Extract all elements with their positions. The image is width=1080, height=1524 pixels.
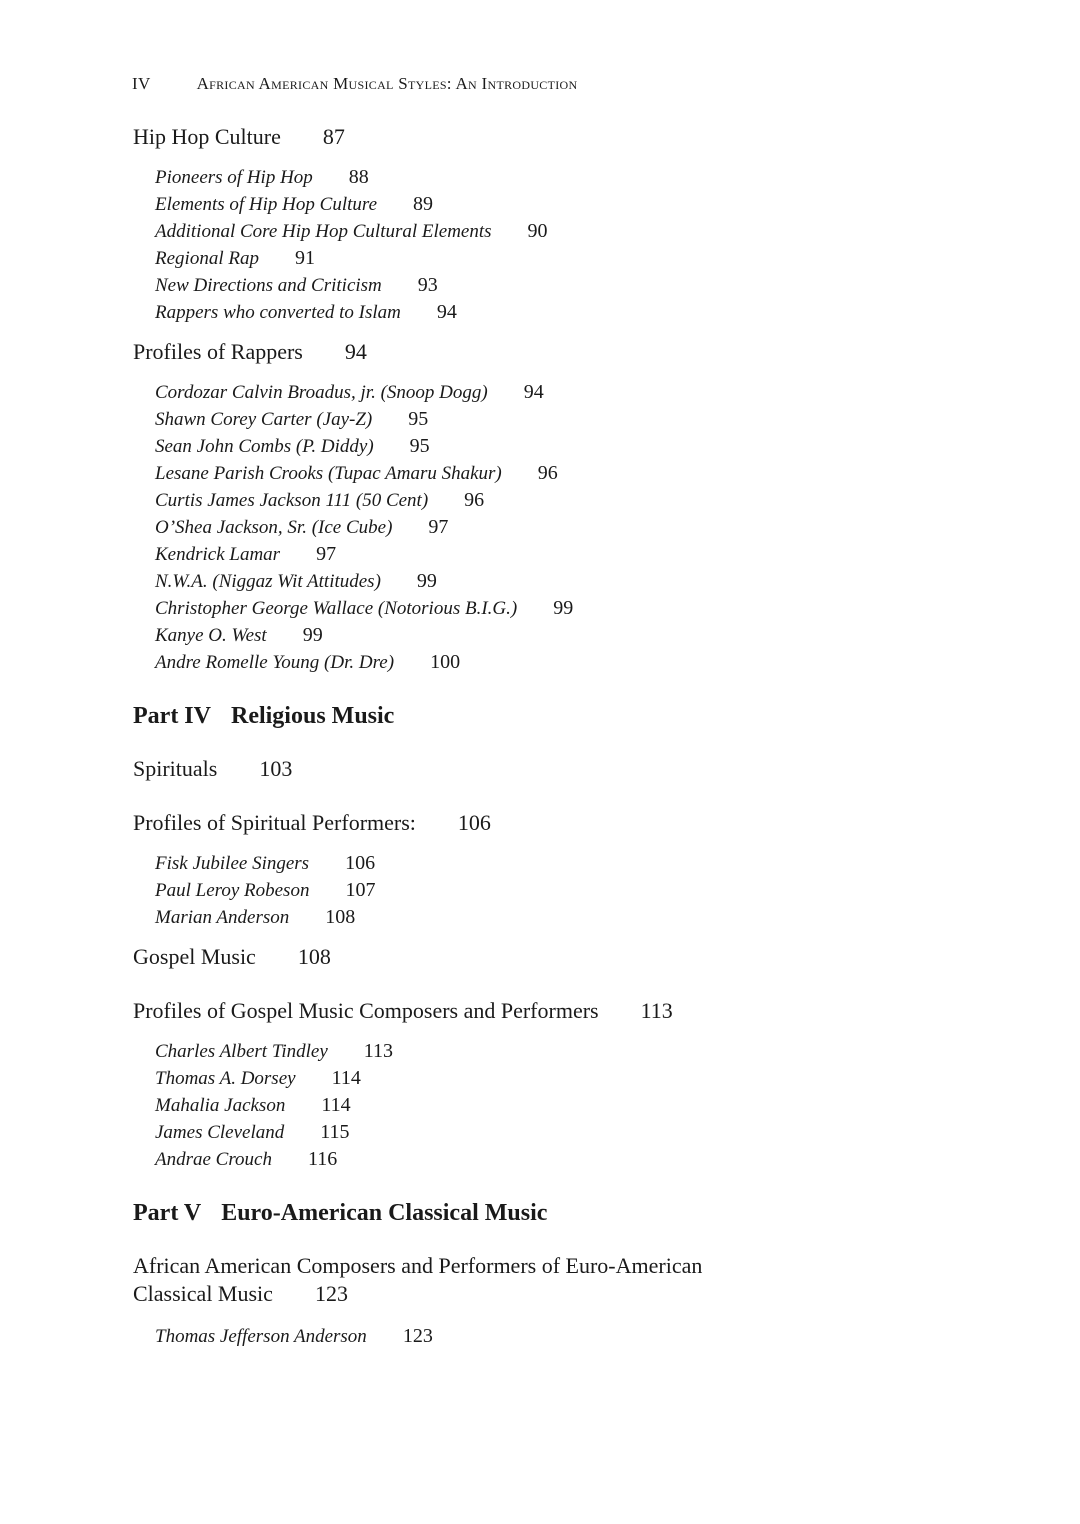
toc-entry-title: Andre Romelle Young (Dr. Dre) bbox=[155, 652, 395, 673]
toc-entry-title: Andrae Crouch bbox=[155, 1149, 272, 1170]
toc-page-number: 90 bbox=[527, 220, 548, 242]
toc-entry-title: Paul Leroy Robeson bbox=[155, 880, 310, 901]
toc-page-number: 100 bbox=[430, 651, 461, 673]
toc-entry bbox=[155, 1121, 350, 1144]
toc-page-number: 114 bbox=[321, 1094, 351, 1116]
toc-page-number: 108 bbox=[297, 944, 331, 969]
toc-page-number: 97 bbox=[316, 543, 337, 565]
toc-section-hip-hop-culture bbox=[133, 124, 345, 150]
toc-section-title: Profiles of Gospel Music Composers and Performers bbox=[133, 998, 599, 1023]
toc-section-title: Classical Music bbox=[133, 1281, 273, 1306]
toc-entry-title: Shawn Corey Carter (Jay-Z) bbox=[155, 409, 373, 430]
toc-entry bbox=[155, 1067, 361, 1090]
toc-section-title: Profiles of Spiritual Performers: bbox=[133, 810, 416, 835]
toc-page-number: 123 bbox=[402, 1325, 433, 1347]
toc-entry-title: Curtis James Jackson 111 (50 Cent) bbox=[155, 490, 429, 511]
toc-page-number: 107 bbox=[345, 879, 376, 901]
page-number: IV bbox=[132, 74, 151, 93]
toc-entry-title: Additional Core Hip Hop Cultural Elements bbox=[155, 221, 492, 242]
toc-page-number: 114 bbox=[331, 1067, 361, 1089]
toc-entry bbox=[155, 408, 428, 431]
toc-entry bbox=[155, 906, 355, 929]
toc-section-title: Hip Hop Culture bbox=[133, 124, 281, 149]
toc-entry bbox=[155, 274, 438, 297]
toc-entry bbox=[155, 247, 315, 270]
toc-page-number: 99 bbox=[553, 597, 574, 619]
toc-entry bbox=[155, 220, 548, 243]
part-heading-iv bbox=[133, 703, 394, 730]
toc-section-gospel-music bbox=[133, 944, 331, 970]
toc-entry-title: O’Shea Jackson, Sr. (Ice Cube) bbox=[155, 517, 393, 538]
toc-entry-title: Thomas A. Dorsey bbox=[155, 1068, 296, 1089]
part-title: Euro-American Classical Music bbox=[221, 1200, 548, 1226]
toc-page-number: 116 bbox=[307, 1148, 338, 1170]
toc-page-number: 93 bbox=[417, 274, 438, 296]
toc-entry bbox=[155, 489, 484, 512]
toc-entry bbox=[155, 1040, 393, 1063]
toc-page-number: 88 bbox=[348, 166, 369, 188]
toc-page-number: 95 bbox=[409, 435, 430, 457]
book-title: African American Musical Styles: An Introduction bbox=[196, 74, 578, 93]
toc-entry bbox=[155, 879, 375, 902]
toc-section-title: Profiles of Rappers bbox=[133, 339, 303, 364]
toc-entry bbox=[155, 1325, 433, 1348]
toc-entry bbox=[155, 597, 573, 620]
toc-entry bbox=[155, 570, 437, 593]
toc-section-classical-line1 bbox=[133, 1253, 702, 1279]
toc-entry bbox=[155, 516, 448, 539]
toc-page-number: 96 bbox=[537, 462, 558, 484]
toc-page-number: 91 bbox=[294, 247, 315, 269]
toc-section-spirituals bbox=[133, 756, 292, 782]
running-header bbox=[132, 74, 577, 94]
toc-entry bbox=[155, 651, 460, 674]
toc-entry bbox=[155, 1148, 337, 1171]
part-title: Religious Music bbox=[230, 703, 395, 729]
toc-entry-title: Christopher George Wallace (Notorious B.I.G.) bbox=[155, 598, 518, 619]
toc-entry-title: Fisk Jubilee Singers bbox=[155, 853, 310, 874]
toc-page-number: 89 bbox=[413, 193, 433, 215]
toc-page-number: 115 bbox=[320, 1121, 350, 1143]
toc-entry bbox=[155, 852, 375, 875]
toc-entry-title: Sean John Combs (P. Diddy) bbox=[155, 436, 374, 457]
toc-entry-title: Lesane Parish Crooks (Tupac Amaru Shakur) bbox=[155, 463, 502, 484]
toc-entry bbox=[155, 193, 433, 216]
toc-page-number: 97 bbox=[428, 516, 449, 538]
toc-entry bbox=[155, 624, 323, 647]
toc-section-title: Gospel Music bbox=[133, 944, 256, 969]
toc-entry-title: Elements of Hip Hop Culture bbox=[155, 194, 377, 215]
toc-entry-title: Rappers who converted to Islam bbox=[155, 302, 401, 323]
toc-page-number: 113 bbox=[640, 998, 673, 1023]
toc-section-gospel-profiles bbox=[133, 998, 673, 1024]
toc-page-number: 108 bbox=[325, 906, 356, 928]
toc-entry-title: Charles Albert Tindley bbox=[155, 1041, 328, 1062]
toc-section-spiritual-performers bbox=[133, 810, 491, 836]
toc-page-number: 99 bbox=[302, 624, 323, 646]
toc-entry-title: N.W.A. (Niggaz Wit Attitudes) bbox=[155, 571, 381, 592]
toc-section-title: African American Composers and Performers of Euro-American bbox=[133, 1253, 703, 1278]
toc-entry-title: Pioneers of Hip Hop bbox=[155, 167, 313, 188]
toc-page-number: 94 bbox=[436, 301, 457, 323]
toc-section-classical bbox=[133, 1281, 348, 1307]
toc-page-number: 96 bbox=[464, 489, 485, 511]
toc-entry-title: Mahalia Jackson bbox=[155, 1095, 286, 1116]
toc-entry bbox=[155, 462, 558, 485]
toc-entry bbox=[155, 166, 369, 189]
toc-entry-title: New Directions and Criticism bbox=[155, 275, 382, 296]
toc-page-number: 106 bbox=[345, 852, 376, 874]
toc-page-number: 99 bbox=[416, 570, 437, 592]
toc-entry bbox=[155, 543, 336, 566]
toc-entry bbox=[155, 1094, 351, 1117]
toc-page-number: 123 bbox=[314, 1281, 348, 1306]
toc-entry-title: Kendrick Lamar bbox=[155, 544, 281, 565]
toc-page-number: 106 bbox=[457, 810, 491, 835]
toc-page-number: 87 bbox=[322, 124, 345, 149]
toc-entry-title: Marian Anderson bbox=[155, 907, 290, 928]
toc-page-number: 103 bbox=[259, 756, 293, 781]
toc-entry-title: James Cleveland bbox=[155, 1122, 285, 1143]
toc-entry-title: Thomas Jefferson Anderson bbox=[155, 1326, 367, 1347]
toc-entry-title: Regional Rap bbox=[155, 248, 259, 269]
toc-entry-title: Cordozar Calvin Broadus, jr. (Snoop Dogg) bbox=[155, 382, 488, 403]
toc-section-title: Spirituals bbox=[133, 756, 218, 781]
toc-entry bbox=[155, 301, 457, 324]
part-label: Part IV bbox=[133, 703, 211, 729]
toc-entry bbox=[155, 381, 544, 404]
toc-page-number: 95 bbox=[408, 408, 429, 430]
toc-entry-title: Kanye O. West bbox=[155, 625, 267, 646]
toc-page-number: 94 bbox=[344, 339, 367, 364]
toc-section-profiles-of-rappers bbox=[133, 339, 367, 365]
toc-page-number: 94 bbox=[523, 381, 544, 403]
part-heading-v bbox=[133, 1200, 547, 1227]
part-label: Part V bbox=[133, 1200, 202, 1226]
toc-entry bbox=[155, 435, 430, 458]
toc-page-number: 113 bbox=[363, 1040, 394, 1062]
